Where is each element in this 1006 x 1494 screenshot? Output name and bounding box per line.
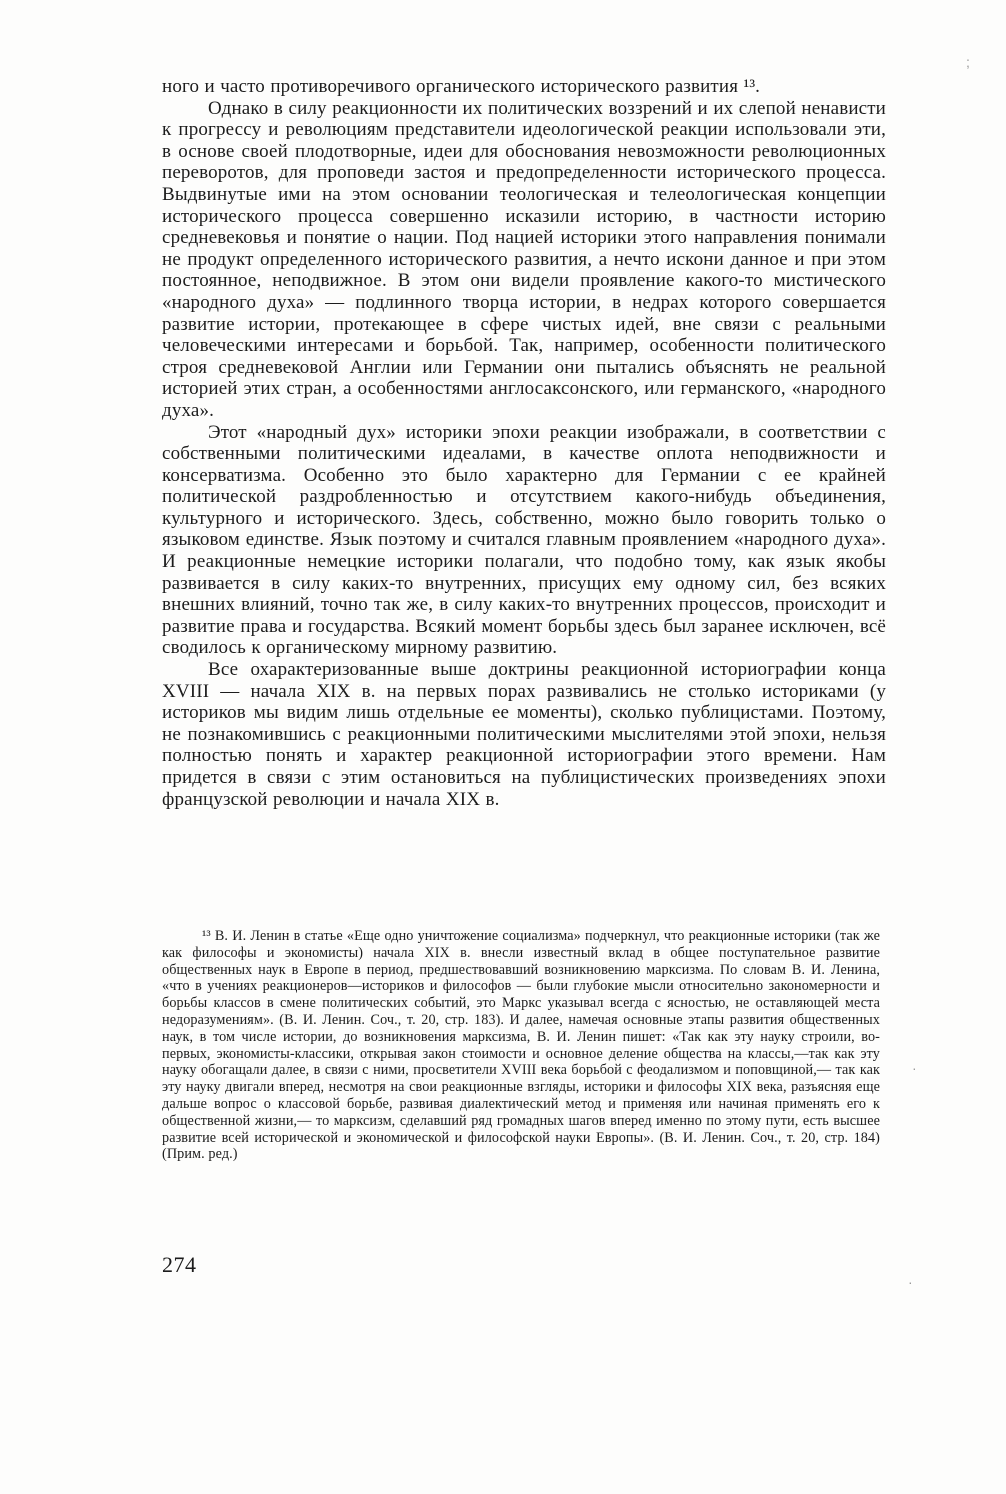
paragraph-continued: ного и часто противоречивого органического исторического развития ¹³. bbox=[162, 76, 761, 97]
page-number: 274 bbox=[162, 1252, 197, 1277]
margin-speck: · bbox=[908, 1274, 913, 1290]
paragraph: Все охарактеризованные выше доктрины реакционной историографии конца XVIII — начала XIX в. на первых порах развивались не столько историками (у историков мы видим лишь отдельные ее моменты), сколько публицистами. Поэтому, не познакомившись с реакционными политическими мыслителями этой эпохи, нельзя полностью понять и характер реакционной историографии этого времени. Нам придется в связи с этим остановиться на публицистических произведениях эпохи французской революции и начала XIX в. bbox=[162, 659, 886, 810]
margin-speck: ; bbox=[966, 54, 970, 70]
paragraph: Этот «народный дух» историки эпохи реакции изображали, в соответствии с собственными политическими идеалами, в качестве оплота неподвижности и консерватизма. Особенно это было характерно для Германии с ее крайней политической раздробленностью и отсутствием какого-нибудь объединения, культурного и исторического. Здесь, собственно, можно было говорить только о языковом единстве. Язык поэтому и считался главным проявлением «народного духа». И реакционные немецкие историки полагали, что подобно тому, как язык якобы развивается в силу каких-то внутренних, присущих ему одному сил, без всяких внешних влияний, точно так же, в силу каких-то внутренних процессов, происходит и развитие права и государства. Всякий момент борьбы здесь был заранее исключен, всё сводилось к органическому мирному развитию. bbox=[162, 421, 886, 659]
footnotes bbox=[162, 928, 880, 1163]
footnote: ¹³ В. И. Ленин в статье «Еще одно уничтожение социализма» подчеркнул, что реакционные историки (так же как философы и экономисты) начала XIX в. внесли известный вклад в общее поступательное развитие общественных наук в Европе в период, предшествовавший возникновению марксизма. По словам В. И. Ленина, «что в учениях реакционеров—историков и философов — были глубокие мысли относительно закономерности и борьбы классов в смене политических событий, это Маркс указывал всегда с ясностью, не оставляющей места недоразумениям». (В. И. Ленин. Соч., т. 20, стр. 183). И далее, намечая основные этапы развития общественных наук, в том числе истории, до возникновения марксизма, В. И. Ленин пишет: «Так как эту науку строили, во-первых, экономисты-классики, открывая закон стоимости и основное деление общества на классы,—так как эту науку обогащали далее, в связи с ними, просветители XVIII века борьбой с феодализмом и поповщиной,— так как эту науку двигали вперед, несмотря на свои реакционные взгляды, историки и философы XIX века, разъясняя еще дальше вопрос о классовой борьбе, развивая диалектический метод и применяя или начиная применять его к общественной жизни,— то марксизм, сделавший ряд громадных шагов вперед именно по этому пути, есть высшее развитие всей исторической и экономической и философской науки Европы». (В. И. Ленин. Соч., т. 20, стр. 184) (Прим. ред.) bbox=[162, 928, 880, 1163]
body-text bbox=[162, 76, 886, 810]
paragraph: Однако в силу реакционности их политических воззрений и их слепой ненависти к прогрессу и революциям представители идеологической реакции использовали эти, в основе своей плодотворные, идеи для обоснования невозможности революционных переворотов, для проповеди застоя и предопределенности исторического процесса. Выдвинутые ими на этом основании теологическая и телеологическая концепции исторического процесса совершенно исказили историю, в частности историю средневековья и понятие о нации. Под нацией историки этого направления понимали не продукт определенного исторического развития, а нечто искони данное и при этом постоянное, неподвижное. В этом они видели проявление какого-то мистического «народного духа» — подлинного творца истории, в недрах которого совершается развитие истории, протекающее в сфере чистых идей, вне связи с реальными человеческими интересами и борьбой. Так, например, особенности политического строя средневековой Англии или Германии они пытались объяснять не реальной историей этих стран, а особенностями англосаксонского, или германского, «народного духа». bbox=[162, 97, 886, 421]
margin-speck: · bbox=[912, 1060, 917, 1076]
